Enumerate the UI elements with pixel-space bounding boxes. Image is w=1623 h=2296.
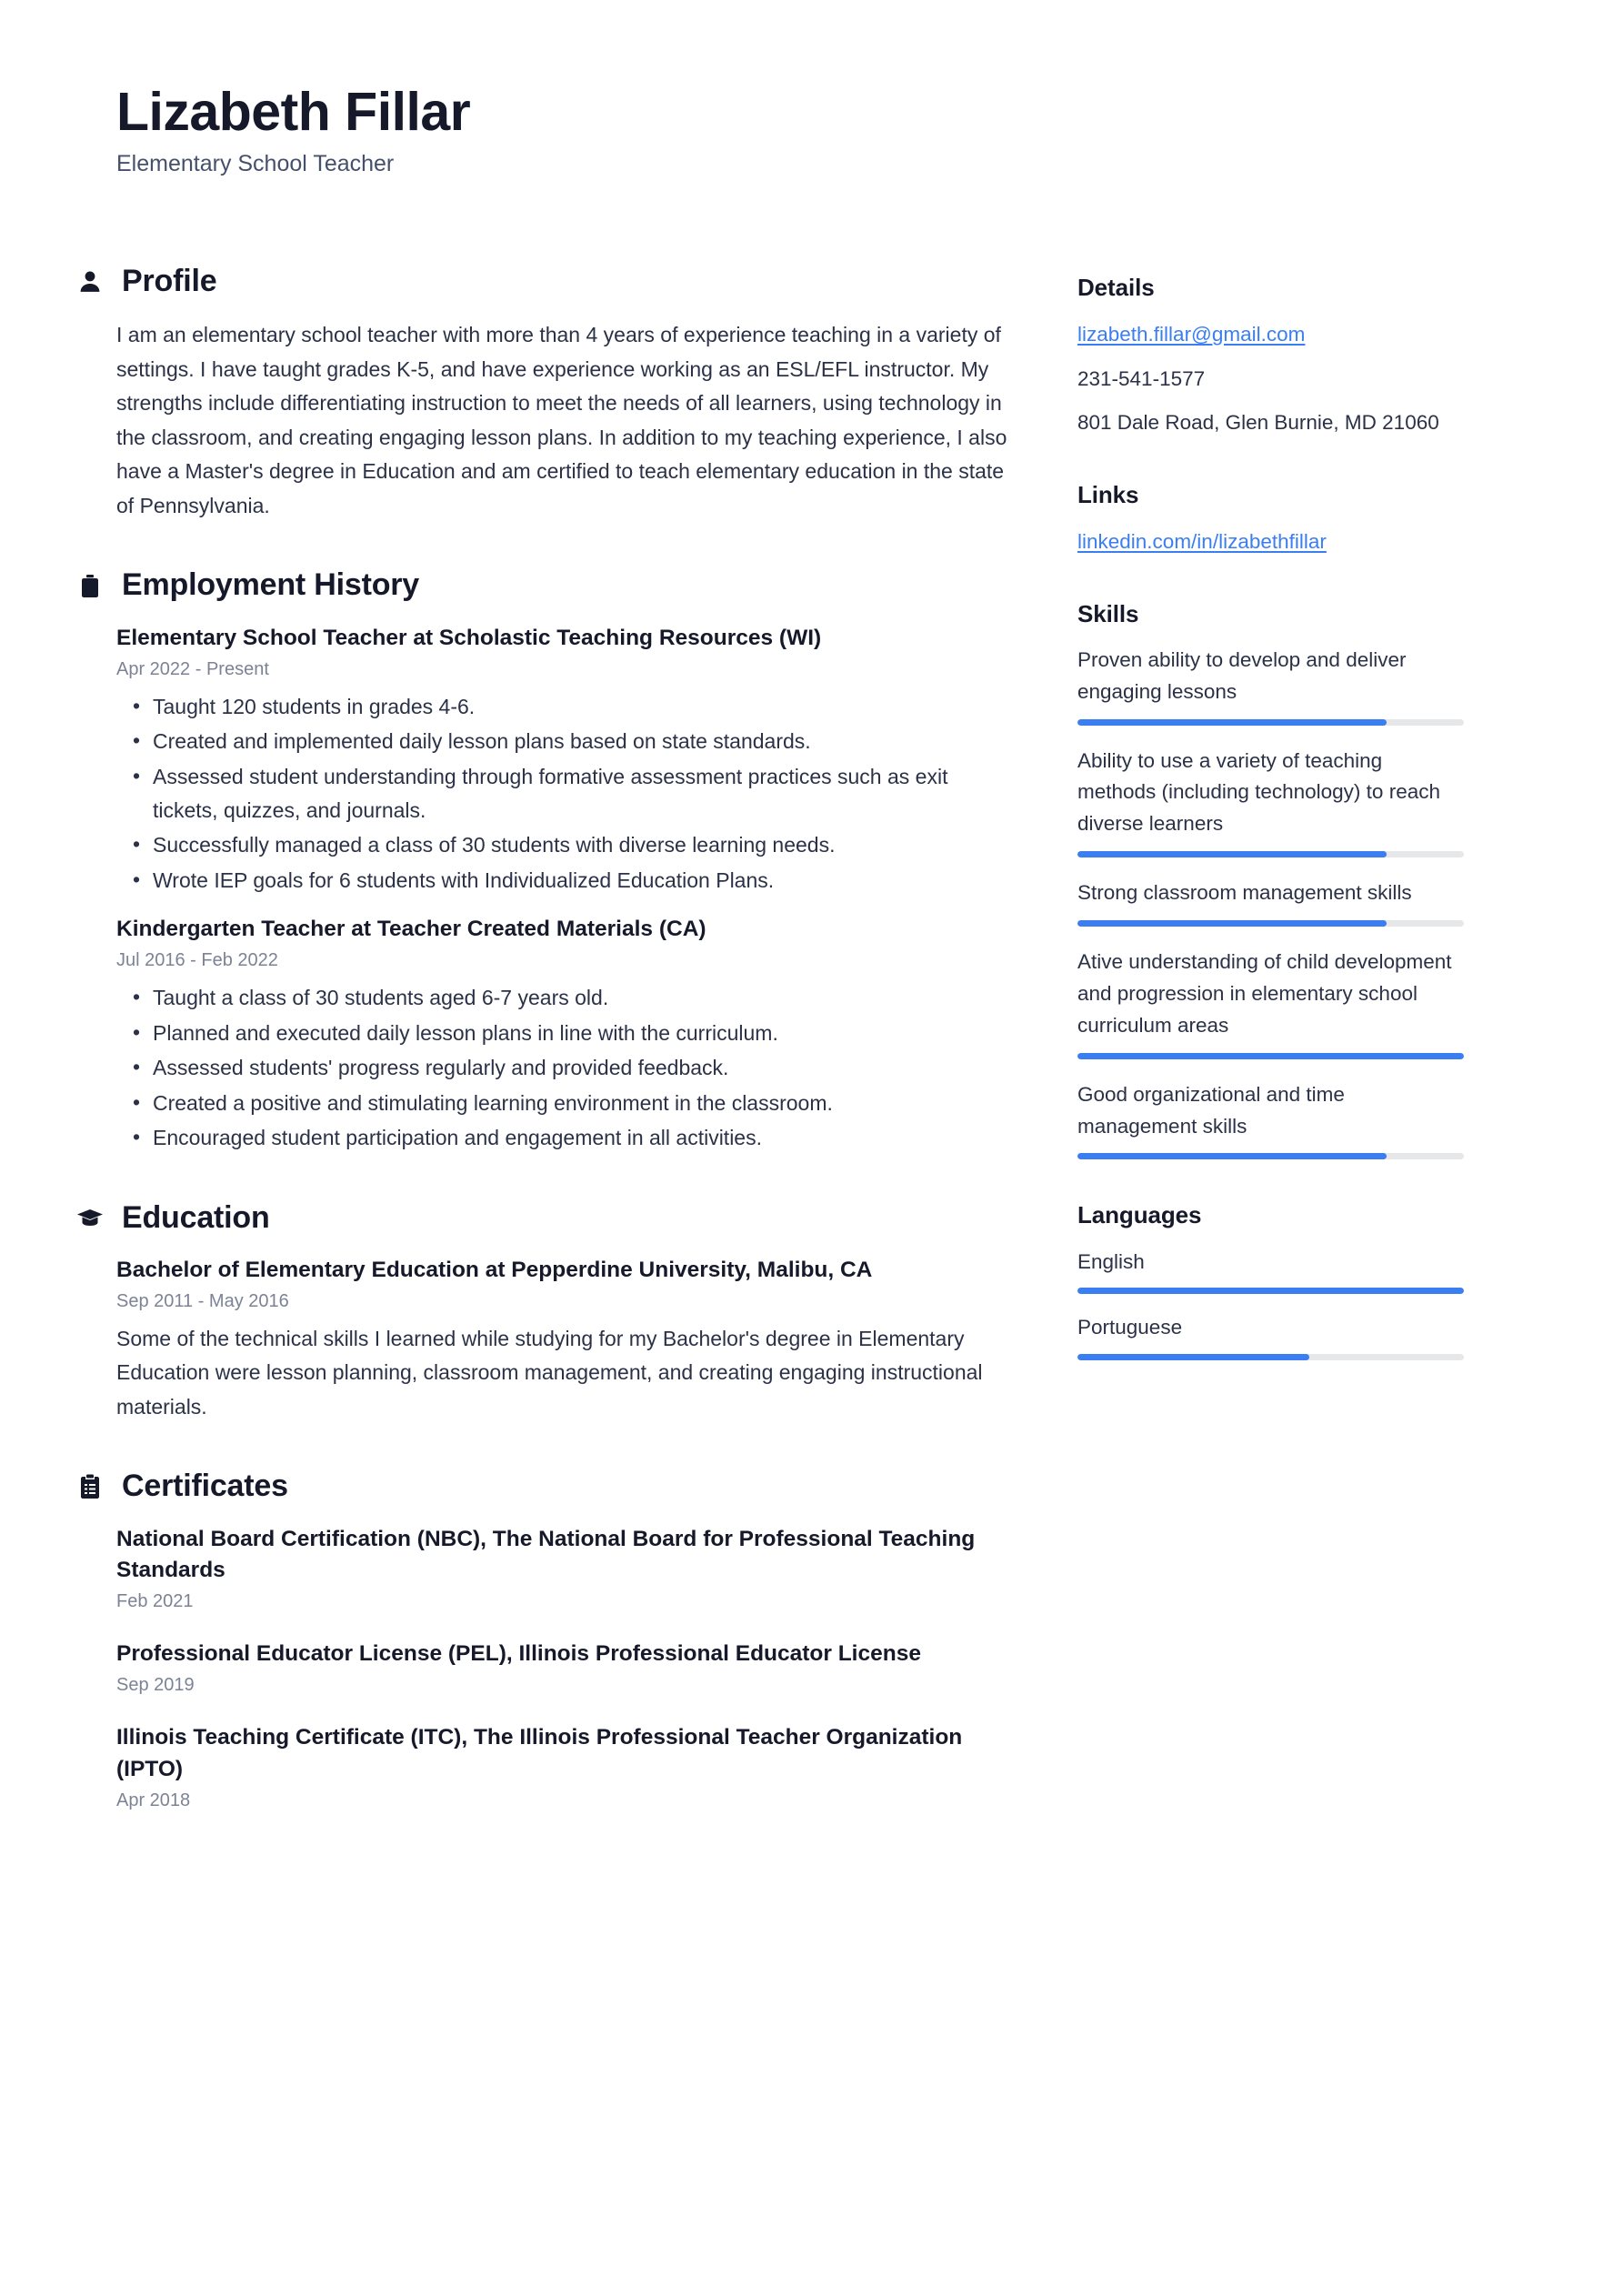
sidebar-section-links xyxy=(1077,481,1464,558)
certificate-entry xyxy=(116,1639,1012,1699)
employment-entry-bullets xyxy=(116,690,1012,898)
certificate-entry-title: Professional Educator License (PEL), Illinois Professional Educator License xyxy=(116,1641,921,1667)
candidate-job-title: Elementary School Teacher xyxy=(116,151,395,177)
sidebar-section-details xyxy=(1077,274,1464,439)
skill-label: Strong classroom management skills xyxy=(1077,881,1412,905)
section-employment xyxy=(116,568,1012,1155)
section-profile-header xyxy=(76,265,1012,298)
employment-entry-title: Kindergarten Teacher at Teacher Created Materials (CA) xyxy=(116,917,706,942)
sidebar-skills-title: Skills xyxy=(1077,599,1139,627)
language-level-track xyxy=(1077,1288,1464,1294)
list-item: • Taught 120 students in grades 4-6. xyxy=(116,690,1012,724)
employment-entry-date: Jul 2016 - Feb 2022 xyxy=(116,950,278,971)
section-profile-title: Profile xyxy=(122,264,217,299)
sidebar-links-title: Links xyxy=(1077,480,1139,508)
section-profile xyxy=(116,265,1012,523)
resume-columns xyxy=(116,265,1514,1860)
sidebar-section-skills xyxy=(1077,600,1464,1160)
skill-item xyxy=(1077,947,1464,1059)
resume-header xyxy=(116,82,1514,177)
language-level-fill xyxy=(1077,1354,1309,1360)
skill-label: Good organizational and time management skills xyxy=(1077,1082,1345,1138)
education-entry-description: Some of the technical skills I learned while studying for my Bachelor's degree in Elementary Education were lesson planning, classroom management, and creating engaging instructional materials. xyxy=(116,1326,983,1419)
sidebar-column xyxy=(1077,265,1464,1402)
contact-address: 801 Dale Road, Glen Burnie, MD 21060 xyxy=(1077,411,1439,435)
employment-entry xyxy=(116,623,1012,898)
person-icon xyxy=(76,266,104,297)
certificate-entry xyxy=(116,1722,1012,1814)
profile-text: I am an elementary school teacher with more than 4 years of experience teaching in a variety of settings. I have taught grades K-5, and have experience working as an ESL/EFL instructor. My strengths include differentiating instruction to meet the needs of all learners, using technology in the classroom, and creating engaging lesson plans. In addition to my teaching experience, I also have a Master's degree in Education and am certified to teach elementary education in the state of Pennsylvania. xyxy=(116,323,1007,517)
section-education-header xyxy=(76,1201,1012,1235)
language-level-track xyxy=(1077,1354,1464,1360)
list-item: • Created and implemented daily lesson plans based on state standards. xyxy=(116,725,1012,758)
list-item: • Assessed students' progress regularly and provided feedback. xyxy=(116,1051,1012,1085)
contact-phone: 231-541-1577 xyxy=(1077,366,1206,390)
candidate-name: Lizabeth Fillar xyxy=(116,82,471,142)
sidebar-details-title: Details xyxy=(1077,274,1155,302)
sidebar-section-languages xyxy=(1077,1201,1464,1360)
briefcase-icon xyxy=(76,570,104,601)
section-education xyxy=(116,1201,1012,1425)
certificate-entry-date: Sep 2019 xyxy=(116,1675,195,1696)
skill-level-fill xyxy=(1077,719,1387,726)
list-item: • Taught a class of 30 students aged 6-7 years old. xyxy=(116,981,1012,1015)
certificate-entry-title: National Board Certification (NBC), The National Board for Professional Teaching Standards xyxy=(116,1526,976,1583)
section-employment-title: Employment History xyxy=(122,567,420,603)
contact-email-row xyxy=(1077,318,1464,351)
language-level-fill xyxy=(1077,1288,1464,1294)
clipboard-icon xyxy=(76,1471,104,1502)
skill-level-track xyxy=(1077,1053,1464,1059)
main-column xyxy=(116,265,1012,1860)
section-education-title: Education xyxy=(122,1199,270,1235)
skill-item xyxy=(1077,746,1464,858)
skill-level-fill xyxy=(1077,851,1387,857)
certificate-entry-title: Illinois Teaching Certificate (ITC), The Illinois Professional Teacher Organization (IPTO) xyxy=(116,1725,963,1781)
skill-item xyxy=(1077,1079,1464,1160)
list-item: • Wrote IEP goals for 6 students with Individualized Education Plans. xyxy=(116,864,1012,897)
language-item xyxy=(1077,1312,1464,1360)
skill-label: Ability to use a variety of teaching methods (including technology) to reach diverse learners xyxy=(1077,748,1440,836)
section-certificates-title: Certificates xyxy=(122,1469,288,1504)
skill-level-fill xyxy=(1077,920,1387,927)
list-item: • Encouraged student participation and engagement in all activities. xyxy=(116,1121,1012,1155)
skill-label: Proven ability to develop and deliver engaging lessons xyxy=(1077,647,1407,703)
skill-item xyxy=(1077,645,1464,726)
skill-item xyxy=(1077,877,1464,927)
skill-level-track xyxy=(1077,719,1464,726)
education-entry xyxy=(116,1255,1012,1424)
certificate-entry xyxy=(116,1524,1012,1616)
email-link[interactable]: lizabeth.fillar@gmail.com xyxy=(1077,323,1306,346)
skill-level-fill xyxy=(1077,1053,1464,1059)
employment-entry xyxy=(116,914,1012,1155)
sidebar-languages-title: Languages xyxy=(1077,1201,1202,1229)
link-row xyxy=(1077,526,1464,558)
employment-entry-bullets xyxy=(116,981,1012,1155)
certificate-entry-date: Apr 2018 xyxy=(116,1790,191,1810)
section-certificates xyxy=(116,1469,1012,1813)
employment-entry-title: Elementary School Teacher at Scholastic Teaching Resources (WI) xyxy=(116,625,822,650)
skill-label: Ative understanding of child development and progression in elementary school curriculum areas xyxy=(1077,950,1452,1037)
skill-level-fill xyxy=(1077,1153,1387,1159)
linkedin-link[interactable]: linkedin.com/in/lizabethfillar xyxy=(1077,530,1327,554)
certificate-entry-date: Feb 2021 xyxy=(116,1591,194,1612)
education-entry-date: Sep 2011 - May 2016 xyxy=(116,1290,289,1311)
language-label: Portuguese xyxy=(1077,1316,1183,1339)
list-item: • Planned and executed daily lesson plans in line with the curriculum. xyxy=(116,1017,1012,1050)
language-item xyxy=(1077,1247,1464,1295)
language-label: English xyxy=(1077,1249,1145,1273)
skill-level-track xyxy=(1077,920,1464,927)
skill-level-track xyxy=(1077,1153,1464,1159)
list-item: • Created a positive and stimulating learning environment in the classroom. xyxy=(116,1087,1012,1120)
section-employment-header xyxy=(76,568,1012,602)
section-certificates-header xyxy=(76,1469,1012,1503)
education-entry-title: Bachelor of Elementary Education at Pepperdine University, Malibu, CA xyxy=(116,1258,873,1283)
graduation-cap-icon xyxy=(76,1202,104,1233)
list-item: • Successfully managed a class of 30 students with diverse learning needs. xyxy=(116,828,1012,862)
skill-level-track xyxy=(1077,851,1464,857)
list-item: • Assessed student understanding through formative assessment practices such as exit tickets, quizzes, and journals. xyxy=(116,760,1012,828)
employment-entry-date: Apr 2022 - Present xyxy=(116,658,269,679)
